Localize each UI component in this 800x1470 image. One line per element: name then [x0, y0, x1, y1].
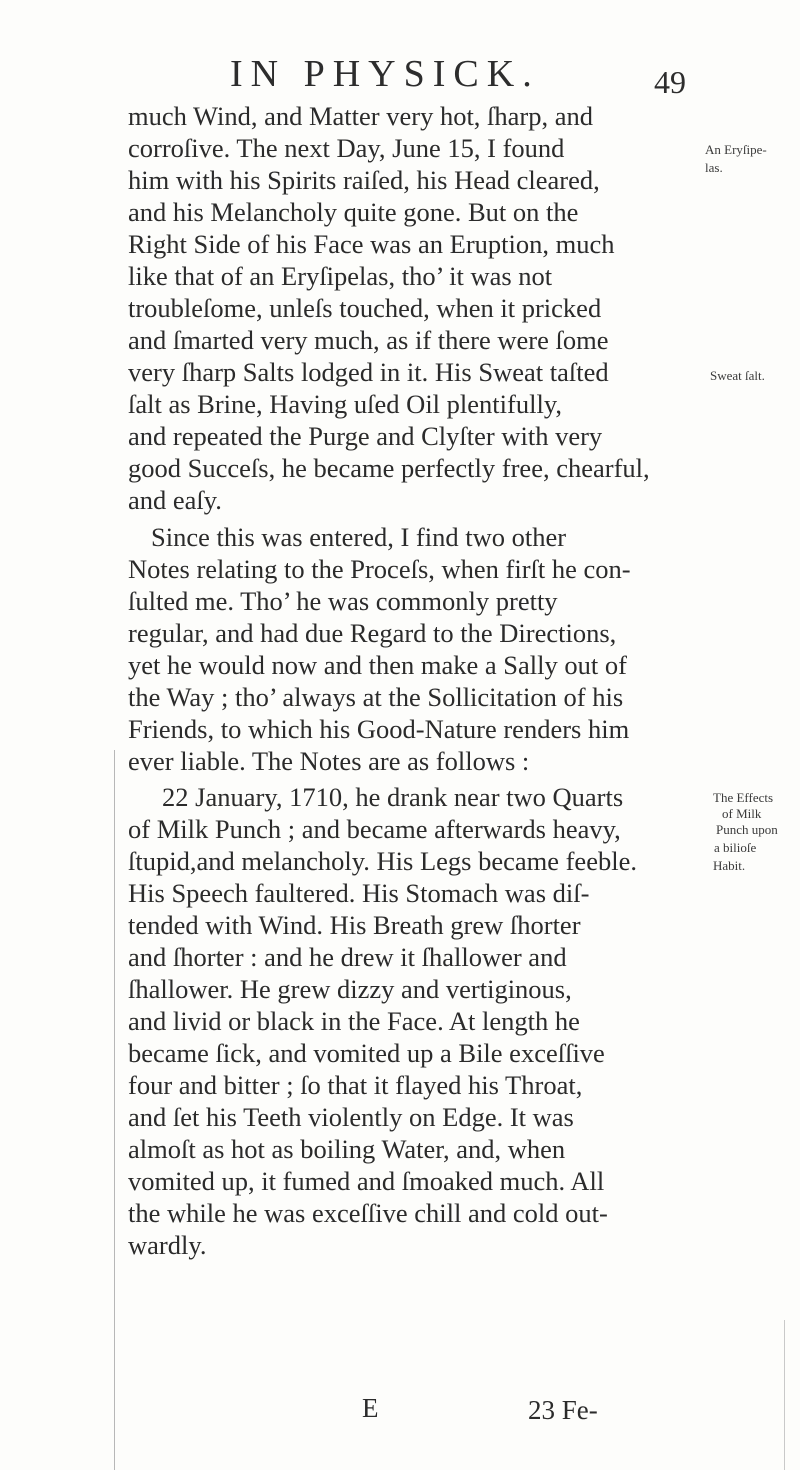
text-line: good Succeſs, he became perfectly free, chearful,: [128, 453, 650, 483]
text-line: him with his Spirits raiſed, his Head cleared,: [128, 165, 600, 195]
text-line: of Milk Punch ; and became afterwards heavy,: [128, 814, 621, 844]
text-line: and repeated the Purge and Clyſter with very: [128, 421, 603, 451]
page-edge-shadow: [784, 1320, 785, 1470]
text-line: and eaſy.: [128, 485, 222, 515]
margin-note-effects-cont: of Milk: [722, 806, 762, 821]
text-line: corroſive. The next Day, June 15, I found: [128, 133, 565, 163]
text-line: regular, and had due Regard to the Directions,: [128, 618, 617, 648]
text-line: ever liable. The Notes are as follows :: [128, 746, 530, 776]
text-line: ſalt as Brine, Having uſed Oil plentifully,: [128, 389, 562, 419]
text-line: yet he would now and then make a Sally out of: [128, 650, 627, 680]
signature-mark: E: [362, 1393, 379, 1423]
text-line: almoſt as hot as boiling Water, and, when: [128, 1134, 566, 1164]
text-line: and ſmarted very much, as if there were ſome: [128, 325, 609, 355]
text-line: the Way ; tho’ always at the Sollicitation of his: [128, 682, 624, 712]
text-line: 22 January, 1710, he drank near two Quarts: [162, 782, 624, 812]
running-title: IN PHYSICK.: [230, 53, 540, 95]
text-line: and ſet his Teeth violently on Edge. It was: [128, 1102, 574, 1132]
text-line: and ſhorter : and he drew it ſhallower and: [128, 942, 567, 972]
text-line: tended with Wind. His Breath grew ſhorter: [128, 910, 581, 940]
text-line: and his Melancholy quite gone. But on the: [128, 197, 579, 227]
text-line: became ſick, and vomited up a Bile exceſſive: [128, 1038, 605, 1068]
margin-note-effects-cont: Punch upon: [716, 822, 778, 837]
text-line: and livid or black in the Face. At length he: [128, 1006, 580, 1036]
margin-note-effects-cont: Habit.: [713, 858, 746, 873]
text-line: like that of an Eryſipelas, tho’ it was not: [128, 261, 553, 291]
text-line: ſtupid,and melancholy. His Legs became feeble.: [128, 846, 637, 876]
text-line: four and bitter ; ſo that it flayed his Throat,: [128, 1070, 583, 1100]
text-line: Right Side of his Face was an Eruption, much: [128, 229, 615, 259]
margin-note-erysipelas: An Eryſipe-: [705, 142, 767, 157]
margin-note-effects-cont: a bilioſe: [714, 840, 757, 855]
margin-note-sweat-salt: Sweat ſalt.: [710, 368, 765, 383]
text-line: the while he was exceſſive chill and cold out-: [128, 1198, 608, 1228]
page-number: 49: [654, 64, 686, 100]
text-line: very ſharp Salts lodged in it. His Sweat taſted: [128, 357, 609, 387]
catchword: 23 Fe-: [528, 1395, 598, 1425]
page-edge-shadow: [114, 750, 115, 1470]
text-line: much Wind, and Matter very hot, ſharp, and: [128, 101, 594, 131]
margin-note-erysipelas-cont: las.: [705, 160, 723, 175]
text-line: His Speech faultered. His Stomach was diſ-: [128, 878, 590, 908]
text-line: ſhallower. He grew dizzy and vertiginous,: [128, 974, 572, 1004]
text-line: vomited up, it fumed and ſmoaked much. All: [128, 1166, 605, 1196]
text-line: troubleſome, unleſs touched, when it pricked: [128, 293, 602, 323]
text-line: Notes relating to the Proceſs, when firſt he con-: [128, 554, 631, 584]
text-line: Friends, to which his Good-Nature renders him: [128, 714, 630, 744]
text-line: Since this was entered, I find two other: [151, 522, 567, 552]
text-line: wardly.: [128, 1230, 207, 1260]
margin-note-effects: The Effects: [713, 790, 774, 805]
text-line: ſulted me. Tho’ he was commonly pretty: [128, 586, 558, 616]
running-head: [0, 52, 800, 102]
